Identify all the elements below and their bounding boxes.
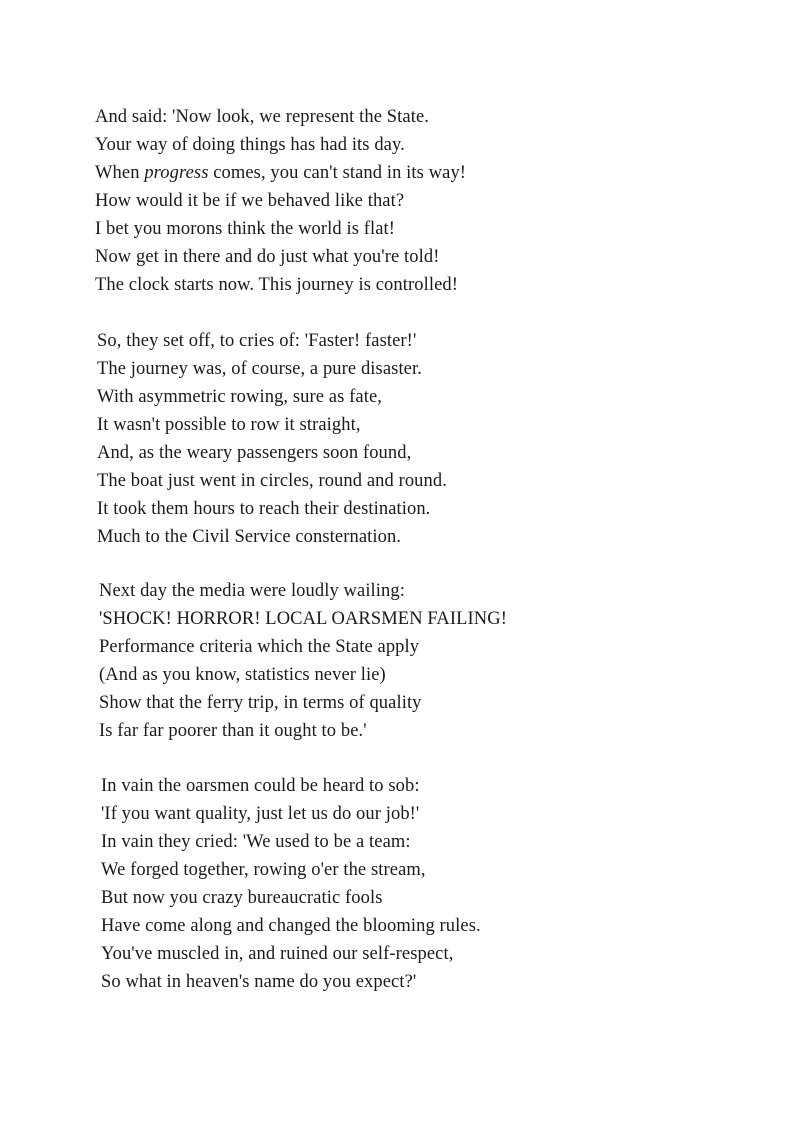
- poem-line-text: comes, you can't stand in its way!: [208, 163, 467, 183]
- poem-line: In vain the oarsmen could be heard to sob:: [101, 776, 420, 796]
- poem-line: We forged together, rowing o'er the stream,: [101, 860, 426, 880]
- poem-line: (And as you know, statistics never lie): [99, 665, 386, 685]
- poem-line: How would it be if we behaved like that?: [95, 191, 405, 211]
- poem-line: But now you crazy bureaucratic fools: [101, 888, 383, 908]
- poem-line: [95, 159, 466, 187]
- poem-line: So, they set off, to cries of: 'Faster! faster!': [97, 331, 417, 351]
- poem-line-text: When: [95, 163, 145, 183]
- stanza-4: [101, 772, 481, 996]
- poem-line: The clock starts now. This journey is controlled!: [95, 275, 459, 295]
- stanza-2: [97, 327, 447, 551]
- poem-line: I bet you morons think the world is flat!: [95, 219, 396, 239]
- stanza-1: [95, 103, 466, 299]
- poem-line: 'If you want quality, just let us do our job!': [101, 804, 420, 824]
- poem-line: And, as the weary passengers soon found,: [97, 443, 412, 463]
- poem-line: Is far far poorer than it ought to be.': [99, 721, 367, 741]
- poem-line: It took them hours to reach their destination.: [97, 499, 431, 519]
- poem-line: You've muscled in, and ruined our self-respect,: [101, 944, 454, 964]
- poem-line: Next day the media were loudly wailing:: [99, 581, 405, 601]
- poem-line: Have come along and changed the blooming rules.: [101, 916, 481, 936]
- poem-line: Now get in there and do just what you're told!: [95, 247, 440, 267]
- poem-line: The boat just went in circles, round and round.: [97, 471, 447, 491]
- poem-line: And said: 'Now look, we represent the State.: [95, 107, 429, 127]
- poem-line: Show that the ferry trip, in terms of quality: [99, 693, 422, 713]
- poem-line: 'SHOCK! HORROR! LOCAL OARSMEN FAILING!: [99, 609, 507, 629]
- poem-line: The journey was, of course, a pure disaster.: [97, 359, 422, 379]
- emphasized-word: progress: [144, 163, 209, 183]
- poem-line: Performance criteria which the State apply: [99, 637, 420, 657]
- poem-line: Much to the Civil Service consternation.: [97, 527, 402, 547]
- poem-line: In vain they cried: 'We used to be a team:: [101, 832, 411, 852]
- stanza-3: [99, 577, 507, 745]
- poem-line: So what in heaven's name do you expect?': [101, 972, 417, 992]
- poem-line: With asymmetric rowing, sure as fate,: [97, 387, 382, 407]
- poem-line: Your way of doing things has had its day.: [95, 135, 405, 155]
- poem-line: It wasn't possible to row it straight,: [97, 415, 361, 435]
